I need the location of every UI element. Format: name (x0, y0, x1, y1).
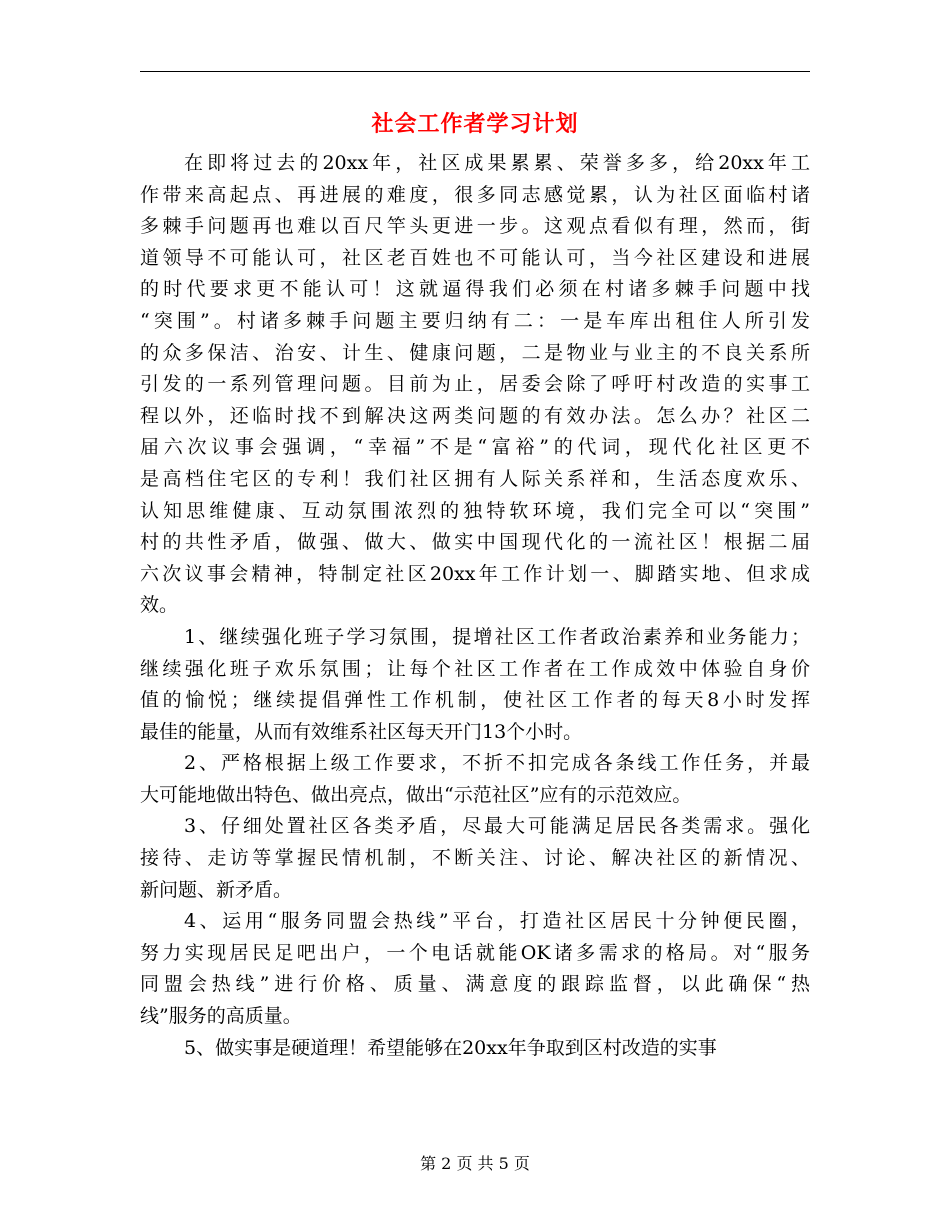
paragraph-line: 最佳的能量，从而有效维系社区每天开门13个小时。 (140, 720, 583, 743)
paragraph-line: 4、运用“服务同盟会热线”平台，打造社区居民十分钟便民圈， (184, 910, 810, 933)
paragraph-line: 5、做实事是硬道理！希望能够在20xx年争取到区村改造的实事 (184, 1036, 717, 1059)
paragraph-line: 大可能地做出特色、做出亮点，做出“示范社区”应有的示范效应。 (140, 783, 692, 806)
paragraph-line: 接待、走访等掌握民情机制，不断关注、讨论、解决社区的新情况、 (140, 847, 810, 870)
page-footer: 第 2 页 共 5 页 (420, 1154, 530, 1173)
paragraph-line: 新问题、新矛盾。 (140, 878, 293, 901)
paragraph-line: 村的共性矛盾，做强、做大、做实中国现代化的一流社区！根据二届 (140, 531, 810, 554)
paragraph-line: 认知思维健康、互动氛围浓烈的独特软环境，我们完全可以“突围” (140, 499, 810, 522)
paragraph-line: 的时代要求更不能认可！这就逼得我们必须在村诸多棘手问题中找 (140, 278, 810, 301)
paragraph (140, 622, 810, 748)
paragraph (140, 148, 810, 622)
paragraph-line: 在即将过去的20xx年，社区成果累累、荣誉多多，给20xx年工 (184, 152, 810, 174)
document-body (140, 148, 810, 1064)
paragraph-line: 六次议事会精神，特制定社区20xx年工作计划一、脚踏实地、但求成 (140, 562, 810, 585)
paragraph (140, 906, 810, 1032)
paragraph (140, 1033, 810, 1065)
paragraph-line: 同盟会热线”进行价格、质量、满意度的跟踪监督，以此确保“热 (140, 973, 810, 996)
paragraph (140, 811, 810, 906)
paragraph-line: 作带来高起点、再进展的难度，很多同志感觉累，认为社区面临村诸 (140, 183, 810, 206)
paragraph-line: 的众多保洁、治安、计生、健康问题，二是物业与业主的不良关系所 (140, 341, 810, 364)
header-rule (140, 71, 810, 72)
paragraph-line: 届六次议事会强调，“幸福”不是“富裕”的代词，现代化社区更不 (140, 436, 810, 459)
document-title: 社会工作者学习计划 (371, 112, 579, 137)
paragraph-line: 效。 (140, 594, 179, 617)
paragraph-line: 努力实现居民足吧出户，一个电话就能OK诸多需求的格局。对“服务 (140, 941, 810, 964)
paragraph-line: 引发的一系列管理问题。目前为止，居委会除了呼吁村改造的实事工 (140, 373, 810, 396)
paragraph (140, 748, 810, 811)
paragraph-line: 继续强化班子欢乐氛围；让每个社区工作者在工作成效中体验自身价 (140, 657, 810, 680)
paragraph-line: 线”服务的高质量。 (140, 1005, 302, 1028)
paragraph-line: 值的愉悦；继续提倡弹性工作机制，使社区工作者的每天8小时发挥 (140, 689, 810, 712)
paragraph-line: “突围”。村诸多棘手问题主要归纳有二：一是车库出租住人所引发 (140, 309, 810, 332)
paragraph-line: 多棘手问题再也难以百尺竿头更进一步。这观点看似有理，然而，街 (140, 215, 810, 238)
paragraph-line: 程以外，还临时找不到解决这两类问题的有效办法。怎么办？社区二 (140, 404, 810, 427)
paragraph-line: 是高档住宅区的专利！我们社区拥有人际关系祥和，生活态度欢乐、 (140, 467, 810, 490)
paragraph-line: 3、仔细处置社区各类矛盾，尽最大可能满足居民各类需求。强化 (184, 815, 810, 838)
paragraph-line: 道领导不可能认可，社区老百姓也不可能认可，当今社区建设和进展 (140, 246, 810, 269)
paragraph-line: 2、严格根据上级工作要求，不折不扣完成各条线工作任务，并最 (184, 752, 810, 775)
paragraph-line: 1、继续强化班子学习氛围，提增社区工作者政治素养和业务能力； (184, 625, 810, 648)
